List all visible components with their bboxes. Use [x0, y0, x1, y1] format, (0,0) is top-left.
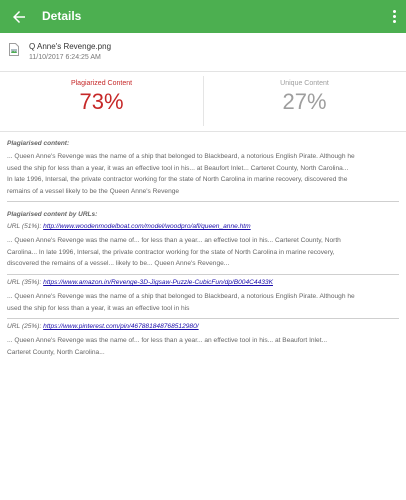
url-match-text: ... Queen Anne's Revenge was the name of... for less than a year... an effective tool in his... Carteret County, North Carolina... In late 1996, Intersal, the private contractor working for the state of North Carolina in marine recovery, discovered the remains of a vessel... likely to be... Queen Anne's Revenge... [7, 237, 341, 268]
divider [7, 201, 399, 202]
app-bar [0, 0, 406, 33]
url-row [7, 223, 251, 230]
file-date: 11/10/2017 6:24:25 AM [29, 54, 101, 61]
arrow-left-icon[interactable] [10, 8, 28, 26]
divider [0, 71, 406, 72]
url-row [7, 323, 199, 330]
file-name: Q Anne's Revenge.png [29, 42, 112, 51]
source-link[interactable]: http://www.woodenmodelboat.com/model/woodpro/afl/queen_anne.htm [43, 223, 251, 230]
plagiarised-content-title: Plagiarised content: [7, 140, 70, 147]
unique-value: 27% [282, 89, 327, 114]
page-title: Details [42, 9, 82, 23]
plagiarized-label: Plagiarized Content [70, 80, 133, 87]
url-percent: URL (25%): [7, 323, 42, 330]
by-urls-title: Plagiarised content by URLs: [7, 211, 98, 218]
unique-stat [203, 80, 406, 115]
divider [7, 318, 399, 319]
source-link[interactable]: https://www.amazon.in/Revenge-3D-Jigsaw-Puzzle-CubicFun/dp/B004C4433K [43, 279, 273, 286]
url-percent: URL (51%): [7, 223, 42, 230]
unique-label: Unique Content [280, 80, 329, 87]
plagiarised-content-text: ... Queen Anne's Revenge was the name of a ship that belonged to Blackbeard, a notorious English Pirate. Although he used the ship for less than a year, it was an effective tool in his... at Beaufort Inlet... Carteret County, North Carolina... In late 1996, Intersal, the private contractor working for the state of North Carolina in marine recovery, discovered the remains of a vessel likely to be the Queen Anne's Revenge [7, 153, 355, 195]
url-percent: URL (35%): [7, 279, 42, 286]
source-link[interactable]: https://www.pinterest.com/pin/467881848768512980/ [43, 323, 199, 330]
image-file-icon [9, 43, 19, 56]
divider [7, 274, 399, 275]
plagiarized-stat [0, 80, 203, 115]
plagiarized-value: 73% [79, 89, 124, 114]
more-vert-icon[interactable] [390, 9, 398, 25]
url-match-text: ... Queen Anne's Revenge was the name of... for less than a year... an effective tool in his... at Beaufort Inlet... Carteret County, North Carolina... [7, 337, 328, 356]
url-match-text: ... Queen Anne's Revenge was the name of a ship that belonged to Blackbeard, a notorious English Pirate. Although he used the ship for less than a year, it was an effective tool in his [7, 293, 355, 312]
url-row [7, 279, 273, 286]
divider [0, 131, 406, 132]
file-info [0, 33, 406, 71]
